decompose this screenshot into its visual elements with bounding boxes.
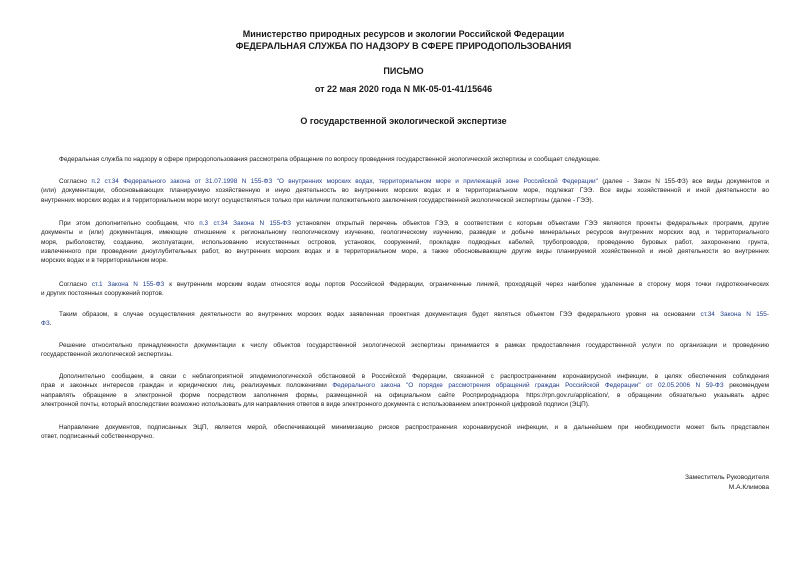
paragraph-4-text: к внутренним морским водам относятся воды портов Российской Федерации, ограниченные линией, проходящей через наиболее удаленные в сторону моря точки гидротехнических: [164, 281, 769, 288]
paragraph-3-line-5: морских водах и в территориальном море.: [41, 257, 168, 265]
paragraph-1-line-1: Федеральная служба по надзору в сфере природопользования рассмотрела обращение по вопросу проведения государственной экологической экспертизы и сообщает следующее.: [59, 156, 601, 163]
paragraph-6-line-1: Решение относительно принадлежности документации к числу объектов государственной экологической экспертизы принимается в рамках предоставления государственной услуги по организации и проведению: [59, 342, 769, 349]
paragraph-7-line-4: электронной почты, который впоследствии возможно использовать для направления ответов в виде электронного документа с использованием электронной цифровой подписи (ЭЦП).: [41, 400, 590, 408]
paragraph-2-text: Согласно: [59, 178, 92, 185]
paragraph-2-line-1: [41, 177, 769, 186]
paragraph-3-line-1: [41, 219, 769, 228]
paragraph-4-text: Согласно: [59, 281, 92, 288]
paragraph-5-line-1: [41, 310, 769, 319]
paragraph-5: [41, 310, 769, 329]
paragraph-7-text: прав и законных интересов граждан и юридических лиц, реализуемых положениями: [41, 382, 333, 390]
paragraph-3-text: При этом дополнительно сообщаем, что: [59, 220, 200, 227]
paragraph-3-line-4: извлеченного при проведении дноуглубительных работ, во внутренних морских водах и в территориальном море, а также обосновывающие другие виды планируемой хозяйственной и иной деятельности во внутренних: [41, 247, 769, 255]
paragraph-8-line-2: ответ, подписанный собственноручно.: [41, 433, 155, 441]
law-155-art34-link[interactable]: ст.34 Закона N 155-: [700, 311, 769, 318]
paragraph-5-text: Таким образом, в случае осуществления деятельности во внутренних морских водах заявленная проектная документация будет являться объектом ГЭЭ федерального уровня на основании: [59, 311, 701, 318]
paragraph-2-text: (далее - Закон N 155-ФЗ) все виды документов и: [597, 178, 769, 185]
paragraph-8-line-1: Направление документов, подписанных ЭЦП, является мерой, обеспечивающей минимизацию рисков распространения коронавирусной инфекции, и в дальнейшем при необходимости может быть представлен: [59, 424, 769, 431]
paragraph-6-line-2: государственной экологической экспертизы.: [41, 351, 173, 359]
paragraph-2: [41, 177, 769, 205]
paragraph-7-text: рекомендуем: [723, 382, 769, 390]
paragraph-3-text: установлен открытый перечень объектов ГЭЭ, в соответствии с которым объектами ГЭЭ являются проекты федеральных программ, другие: [291, 220, 769, 227]
document-subject: О государственной экологической экспертизе: [300, 116, 507, 126]
paragraph-3-line-3: моря, рыболовству, созданию, эксплуатации, использованию искусственных островов, установок, сооружений, прокладке подводных кабелей, трубопроводов, проведению буровых работ, захоронению грунта,: [41, 238, 769, 246]
paragraph-5-line-2: [41, 319, 769, 328]
paragraph-2-line-2: (или) документации, обосновывающих планируемую хозяйственную и иную деятельность во внутренних морских водах и в территориальном море, подлежат ГЭЭ. Все виды хозяйственной и иной деятельности во: [41, 187, 769, 195]
law-59-link[interactable]: Федерального закона "О порядке рассмотрения обращений граждан Российской Федерации" от 02.05.2006 N 59-ФЗ: [332, 382, 724, 390]
paragraph-1: [41, 155, 769, 164]
law-155-art34-link-cont[interactable]: ФЗ: [41, 320, 50, 328]
signature-name: М.А.Климова: [728, 484, 769, 491]
paragraph-6: [41, 341, 769, 360]
service-title: ФЕДЕРАЛЬНАЯ СЛУЖБА ПО НАДЗОРУ В СФЕРЕ ПРИРОДОПОЛЬЗОВАНИЯ: [235, 41, 572, 51]
paragraph-5-text: .: [49, 320, 52, 328]
paragraph-7-line-2: [41, 381, 769, 390]
paragraph-8: [41, 423, 769, 442]
paragraph-7-line-1: Дополнительно сообщаем, в связи с неблагоприятной эпидемиологической обстановкой в Российской Федерации, связанной с распространением коронавирусной инфекции, в целях обеспечения соблюдения: [59, 373, 769, 380]
paragraph-4: [41, 280, 769, 299]
paragraph-2-line-3: внутренних морских водах и в территориальном море могут осуществляться только при наличии положительного заключения государственной экологической экспертизы (далее - ГЭЭ).: [41, 196, 594, 204]
paragraph-4-line-1: [41, 280, 769, 289]
document-date-number: от 22 мая 2020 года N МК-05-01-41/15646: [314, 84, 493, 94]
law-155-art34-p3-link[interactable]: п.3 ст.34 Закона N 155-ФЗ: [199, 220, 292, 227]
paragraph-4-line-2: и других постоянных сооружений портов.: [41, 290, 164, 298]
document-type: ПИСЬМО: [383, 66, 424, 76]
paragraph-7-line-3: направлять обращение в электронной форме посредством заполнения формы, размещенной на официальном сайте Росприроднадзора https://rpn.gov.ru/application/, в обращении обязательно указывать адрес: [41, 391, 769, 399]
paragraph-3: [41, 219, 769, 265]
law-155-art34-p2-link[interactable]: п.2 ст.34 Федерального закона от 31.07.1998 N 155-ФЗ "О внутренних морских водах, территориальном море и прилежащей зоне Российской Федерации": [91, 178, 598, 185]
law-155-art1-link[interactable]: ст.1 Закона N 155-ФЗ: [91, 281, 165, 288]
ministry-title: Министерство природных ресурсов и экологии Российской Федерации: [242, 29, 565, 39]
signature-position: Заместитель Руководителя: [685, 474, 769, 481]
paragraph-7: [41, 372, 769, 409]
paragraph-3-line-2: документы и (или) документация, имеющие отношение к региональному геологическому изучению, геологическому изучению, разведке и добыче минеральных ресурсов внутренних морских вод и территориального: [41, 229, 769, 237]
